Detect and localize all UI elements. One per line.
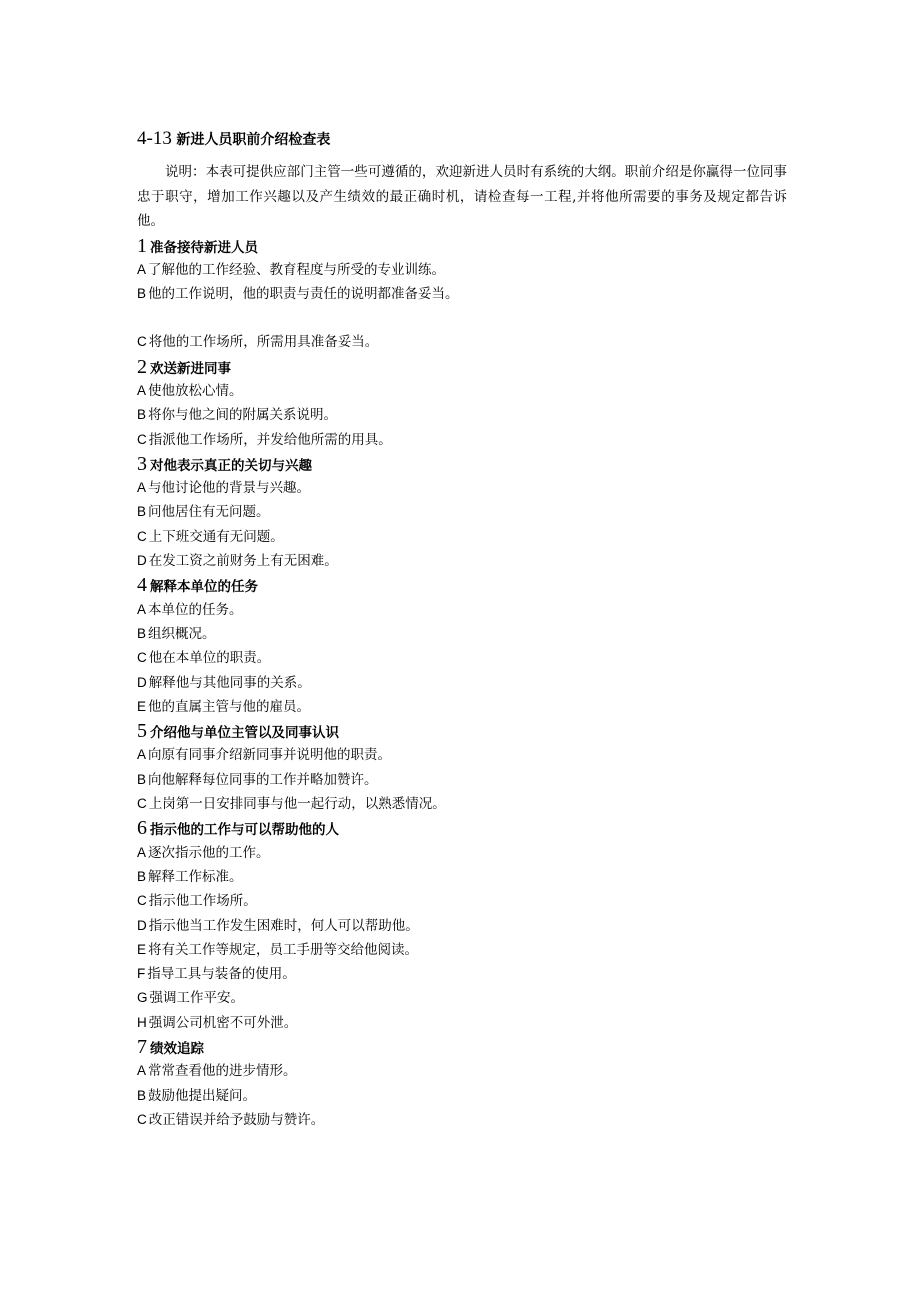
section-7	[137, 1035, 787, 1132]
section-3	[137, 452, 787, 573]
item-text: 鼓励他提出疑问。	[148, 1087, 257, 1104]
item-text: 强调公司机密不可外泄。	[148, 1014, 298, 1031]
item-letter: C	[137, 528, 147, 544]
section-number: 4	[137, 574, 147, 597]
item-text: 与他讨论他的背景与兴趣。	[148, 480, 311, 497]
checklist-item	[137, 1084, 787, 1108]
checklist-item	[137, 258, 787, 282]
item-letter: B	[137, 625, 147, 641]
item-text: 向原有同事介绍新同事并说明他的职责。	[148, 747, 392, 764]
title-number: 4-13	[137, 128, 172, 149]
item-letter: H	[137, 1014, 147, 1030]
section-6	[137, 816, 787, 1035]
section-heading	[137, 234, 787, 258]
item-letter: E	[137, 941, 147, 957]
checklist-item	[137, 525, 787, 549]
item-text: 解释工作标准。	[148, 868, 243, 885]
section-number: 3	[137, 452, 147, 475]
checklist-item	[137, 671, 787, 695]
section-number: 1	[137, 234, 147, 257]
section-heading-text: 介绍他与单位主管以及同事认识	[150, 725, 339, 742]
checklist-item	[137, 914, 787, 938]
section-1	[137, 234, 787, 355]
checklist-item	[137, 695, 787, 719]
item-letter: A	[137, 601, 147, 617]
checklist-item	[137, 500, 787, 524]
checklist-item	[137, 962, 787, 986]
checklist-item	[137, 379, 787, 403]
item-letter: B	[137, 407, 147, 423]
checklist-item	[137, 282, 787, 306]
item-letter: D	[137, 917, 147, 933]
item-text: 问他居住有无问题。	[148, 504, 270, 521]
item-text: 逐次指示他的工作。	[148, 844, 270, 861]
section-number: 2	[137, 355, 147, 378]
item-letter: B	[137, 286, 147, 302]
item-text: 组织概况。	[148, 625, 216, 642]
checklist-sections	[137, 234, 787, 1133]
title-text: 新进人员职前介绍检查表	[176, 132, 331, 148]
checklist-item	[137, 841, 787, 865]
item-letter: B	[137, 504, 147, 520]
item-text: 本单位的任务。	[148, 601, 243, 618]
section-heading-text: 解释本单位的任务	[150, 579, 258, 596]
item-letter: D	[137, 553, 147, 569]
item-text: 常常查看他的进步情形。	[148, 1063, 297, 1080]
item-text: 强调工作平安。	[149, 990, 245, 1007]
item-text: 解释他与其他同事的关系。	[148, 674, 311, 691]
item-letter: C	[137, 893, 147, 909]
item-letter: A	[137, 382, 147, 398]
checklist-item	[137, 986, 787, 1010]
checklist-item	[137, 1011, 787, 1035]
item-text: 在发工资之前财务上有无困难。	[148, 553, 338, 570]
item-text: 他的工作说明，他的职责与责任的说明都准备妥当。	[148, 286, 459, 303]
item-text: 他的直属主管与他的雇员。	[148, 698, 311, 715]
blank-line	[137, 306, 787, 330]
item-text: 上下班交通有无问题。	[148, 528, 284, 545]
section-heading	[137, 1035, 787, 1059]
checklist-item	[137, 622, 787, 646]
item-text: 了解他的工作经验、教育程度与所受的专业训练。	[148, 261, 446, 278]
item-letter: C	[137, 650, 147, 666]
item-text: 将你与他之间的附属关系说明。	[148, 407, 338, 424]
item-letter: C	[137, 1111, 147, 1127]
checklist-item	[137, 865, 787, 889]
item-text: 指示他工作场所。	[148, 893, 257, 910]
item-letter: B	[137, 1087, 147, 1103]
document-title	[137, 126, 787, 152]
item-text: 将他的工作场所，所需用具准备妥当。	[148, 334, 379, 351]
item-text: 将有关工作等规定，员工手册等交给他阅读。	[148, 941, 419, 958]
section-number: 6	[137, 817, 147, 840]
checklist-item	[137, 1059, 787, 1083]
item-text: 向他解释每位同事的工作并略加赞许。	[148, 771, 378, 788]
section-heading	[137, 719, 787, 743]
item-letter: A	[137, 1063, 147, 1079]
item-text: 指示他当工作发生困难时，何人可以帮助他。	[148, 917, 419, 934]
checklist-item	[137, 938, 787, 962]
item-letter: B	[137, 868, 147, 884]
item-letter: D	[137, 674, 147, 690]
checklist-item	[137, 476, 787, 500]
item-letter: C	[137, 334, 147, 350]
section-heading	[137, 573, 787, 597]
checklist-item	[137, 1108, 787, 1132]
intro-paragraph: 说明：本表可提供应部门主管一些可遵循的，欢迎新进人员时有系统的大纲。职前介绍是你赢得一位同事忠于职守，增加工作兴趣以及产生绩效的最正确时机，请检查每一工程,并将他所需要的事务及规定都告诉他。	[137, 164, 787, 229]
checklist-item	[137, 428, 787, 452]
item-letter: A	[137, 480, 147, 496]
item-letter: A	[137, 844, 147, 860]
checklist-item	[137, 792, 787, 816]
item-text: 改正错误并给予鼓励与赞许。	[148, 1111, 325, 1128]
checklist-item	[137, 330, 787, 354]
section-heading	[137, 452, 787, 476]
item-letter: A	[137, 747, 147, 763]
item-letter: E	[137, 698, 147, 714]
document-page	[137, 126, 787, 1132]
item-letter: A	[137, 261, 147, 277]
section-heading-text: 对他表示真正的关切与兴趣	[150, 457, 312, 474]
checklist-item	[137, 743, 787, 767]
section-heading-text: 欢送新进同事	[150, 360, 231, 377]
section-heading	[137, 355, 787, 379]
section-heading-text: 准备接待新进人员	[150, 239, 258, 256]
checklist-item	[137, 889, 787, 913]
item-letter: C	[137, 796, 147, 812]
item-letter: C	[137, 431, 147, 447]
checklist-item	[137, 646, 787, 670]
item-text: 指导工具与装备的使用。	[147, 966, 296, 983]
section-heading-text: 绩效追踪	[150, 1041, 204, 1057]
section-number: 7	[137, 1036, 147, 1058]
item-letter: B	[137, 771, 147, 787]
item-text: 他在本单位的职责。	[148, 650, 271, 667]
section-4	[137, 573, 787, 719]
checklist-item	[137, 768, 787, 792]
checklist-item	[137, 598, 787, 622]
checklist-item	[137, 403, 787, 427]
item-letter: F	[137, 966, 146, 982]
section-2	[137, 355, 787, 452]
section-heading-text: 指示他的工作与可以帮助他的人	[150, 822, 339, 839]
item-text: 指派他工作场所，并发给他所需的用具。	[148, 431, 392, 448]
section-5	[137, 719, 787, 816]
section-number: 5	[137, 720, 147, 743]
checklist-item	[137, 549, 787, 573]
item-letter: G	[137, 990, 148, 1006]
section-heading	[137, 816, 787, 840]
item-text: 使他放松心情。	[148, 382, 243, 399]
item-text: 上岗第一日安排同事与他一起行动，以熟悉情况。	[148, 796, 446, 813]
